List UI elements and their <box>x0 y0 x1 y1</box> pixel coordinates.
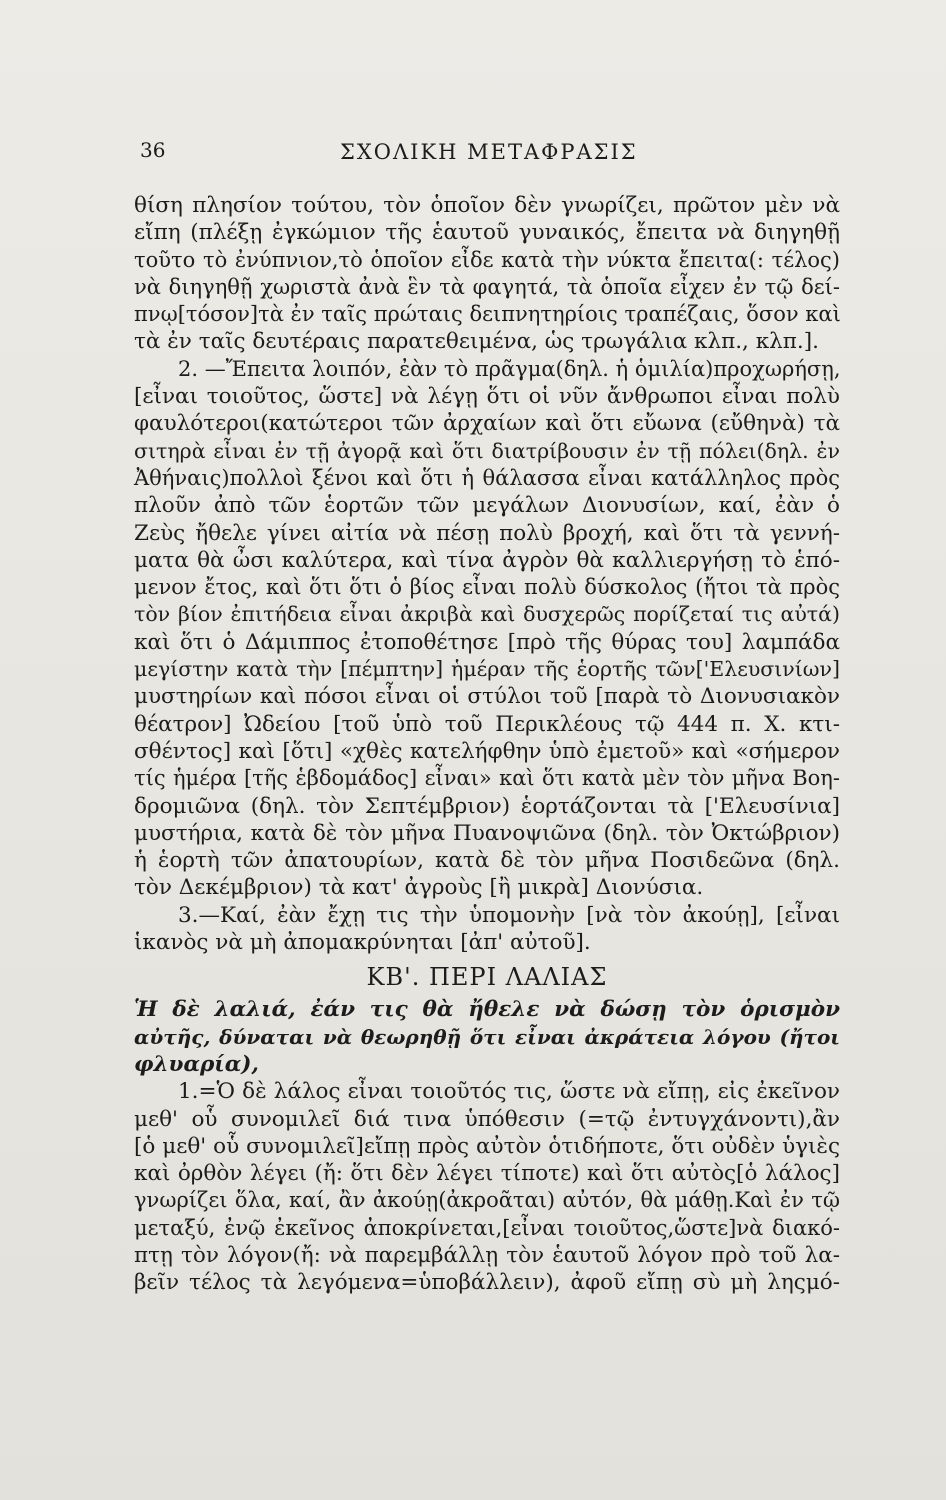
text-line: πτῃ τὸν λόγον(ἤ: νὰ παρεμβάλλῃ τὸν ἑαυτοῦ λόγον πρὸ τοῦ λα- <box>134 1242 840 1268</box>
page-number: 36 <box>140 138 166 162</box>
text-line: βεῖν τέλος τὰ λεγόμενα=ὑποβάλλειν), ἀφοῦ εἴπῃ σὺ μὴ ληςμό- <box>134 1270 840 1296</box>
text-line: [ὁ μεθ' οὗ συνομιλεῖ]εἴπῃ πρὸς αὐτὸν ὁτιδήποτε, ὅτι οὐδὲν ὑγιὲς <box>134 1133 840 1159</box>
running-head <box>140 138 800 168</box>
text-line: [εἶναι τοιοῦτος, ὥστε] νὰ λέγῃ ὅτι οἱ νῦν ἄνθρωποι εἶναι πολὺ <box>134 384 840 410</box>
text-line: θέατρον] Ὠδείου [τοῦ ὑπὸ τοῦ Περικλέους τῷ 444 π. Χ. κτι- <box>134 711 840 737</box>
text-line: 3.—Καί, ἐὰν ἔχῃ τις τὴν ὑπομονὴν [νὰ τὸν ἀκούῃ], [εἶναι <box>178 902 840 928</box>
text-line: σθέντος] καὶ [ὅτι] «χθὲς κατελήφθην ὑπὸ ἐμετοῦ» καὶ «σήμερον <box>134 738 840 764</box>
text-line: τὸν Δεκέμβριον) τὰ κατ' ἀγροὺς [ἢ μικρὰ] Διονύσια. <box>134 875 704 901</box>
body-text <box>134 192 840 1297</box>
text-line: μυστηρίων καὶ πόσοι εἶναι οἱ στύλοι τοῦ [παρὰ τὸ Διονυσιακὸν <box>134 684 840 710</box>
definition-line: φλυαρία), <box>134 1051 259 1077</box>
text-line: ματα θὰ ὦσι καλύτερα, καὶ τίνα ἀγρὸν θὰ καλλιεργήσῃ τὸ ἑπό- <box>134 547 840 573</box>
text-line: μεθ' οὗ συνομιλεῖ διά τινα ὑπόθεσιν (=τῷ ἐντυγχάνοντι),ἂν <box>134 1106 840 1132</box>
text-line: νὰ διηγηθῇ χωριστὰ ἀνὰ ἓν τὰ φαγητά, τὰ ὁποῖα εἶχεν ἐν τῷ δεί- <box>134 274 840 299</box>
text-line: σιτηρὰ εἶναι ἐν τῇ ἀγορᾷ καὶ ὅτι διατρίβουσιν ἐν τῇ πόλει(δηλ. ἐν <box>134 438 840 463</box>
text-line: τὰ ἐν ταῖς δευτέραις παρατεθειμένα, ὡς τρωγάλια κλπ., κλπ.]. <box>134 329 819 355</box>
text-line: δρομιῶνα (δηλ. τὸν Σεπτέμβριον) ἑορτάζονται τὰ ['Ελευσίνια] <box>134 793 840 819</box>
text-line: μενον ἔτος, καὶ ὅτι ὅτι ὁ βίος εἶναι πολὺ δύσκολος (ἤτοι τὰ πρὸς <box>134 575 840 600</box>
text-line: γνωρίζει ὅλα, καί, ἂν ἀκούῃ(ἀκροᾶται) αὐτόν, θὰ μάθῃ.Καὶ ἐν τῷ <box>134 1188 840 1213</box>
text-line: τίς ἡμέρα [τῆς ἑβδομάδος] εἶναι» καὶ ὅτι κατὰ μὲν τὸν μῆνα Βοη- <box>134 766 840 791</box>
text-line: ἱκανὸς νὰ μὴ ἀπομακρύνηται [ἀπ' αὐτοῦ]. <box>134 930 591 956</box>
text-line: ἡ ἑορτὴ τῶν ἀπατουρίων, κατὰ δὲ τὸν μῆνα Ποσιδεῶνα (δηλ. <box>134 848 840 874</box>
text-line: 1.=Ὁ δὲ λάλος εἶναι τοιοῦτός τις, ὥστε νὰ εἴπῃ, εἰς ἐκεῖνον <box>178 1079 840 1105</box>
section-heading: ΚΒ'. ΠΕΡΙ ΛΑΛΙΑΣ <box>366 963 608 992</box>
text-line: μεταξύ, ἐνῷ ἐκεῖνος ἀποκρίνεται,[εἶναι τοιοῦτος,ὥστε]νὰ διακό- <box>134 1215 840 1240</box>
text-line: πνῳ[τόσον]τὰ ἐν ταῖς πρώταις δειπνητηρίοις τραπέζαις, ὅσον καὶ <box>134 302 841 327</box>
text-line: καὶ ὅτι ὁ Δάμιππος ἐτοποθέτησε [πρὸ τῆς θύρας του] λαμπάδα <box>134 629 840 655</box>
text-line: 2. —Ἔπειτα λοιπόν, ἐὰν τὸ πρᾶγμα(δηλ. ἡ ὁμιλία)προχωρήσῃ, <box>178 356 841 381</box>
text-line: μεγίστην κατὰ τὴν [πέμπτην] ἡμέραν τῆς ἑορτῆς τῶν['Ελευσινίων] <box>134 657 840 682</box>
text-line: Ζεὺς ἤθελε γίνει αἰτία νὰ πέσῃ πολὺ βροχή, καὶ ὅτι τὰ γεννή- <box>134 520 840 546</box>
definition-line: Ἡ δὲ λαλιά, ἐάν τις θὰ ἤθελε νὰ δώσῃ τὸν ὁρισμὸν <box>134 997 840 1023</box>
text-line: θίση πλησίον τούτου, τὸν ὁποῖον δὲν γνωρίζει, πρῶτον μὲν νὰ <box>134 193 840 218</box>
text-line: τοῦτο τὸ ἐνύπνιον,τὸ ὁποῖον εἶδε κατὰ τὴν νύκτα ἔπειτα(: τέλος) <box>134 247 840 272</box>
text-line: φαυλότεροι(κατώτεροι τῶν ἀρχαίων καὶ ὅτι εὔωνα (εὔθηνὰ) τὰ <box>134 411 840 437</box>
text-line: καὶ ὀρθὸν λέγει (ἤ: ὅτι δὲν λέγει τίποτε) καὶ ὅτι αὐτὸς[ὁ λάλος] <box>134 1161 840 1187</box>
text-line: μυστήρια, κατὰ δὲ τὸν μῆνα Πυανοψιῶνα (δηλ. τὸν Ὀκτώβριον) <box>134 820 840 846</box>
text-line: πλοῦν ἀπὸ τῶν ἑορτῶν τῶν μεγάλων Διονυσίων, καί, ἐὰν ὁ <box>134 493 840 519</box>
definition-line: αὐτῆς, δύναται νὰ θεωρηθῇ ὅτι εἶναι ἀκράτεια λόγου (ἤτοι <box>134 1024 840 1049</box>
page-title: ΣΧΟΛΙΚΗ ΜΕΤΑΦΡΑΣΙΣ <box>340 140 638 164</box>
text-line: εἴπη (πλέξῃ ἐγκώμιον τῆς ἑαυτοῦ γυναικός, ἔπειτα νὰ διηγηθῇ <box>134 220 840 246</box>
text-line: Ἀθήναις)πολλοὶ ξένοι καὶ ὅτι ἡ θάλασσα εἶναι κατάλληλος πρὸς <box>134 465 840 490</box>
text-line: τὸν βίον ἐπιτήδεια εἶναι ἀκριβὰ καὶ δυσχερῶς πορίζεταί τις αὐτά) <box>134 602 840 627</box>
